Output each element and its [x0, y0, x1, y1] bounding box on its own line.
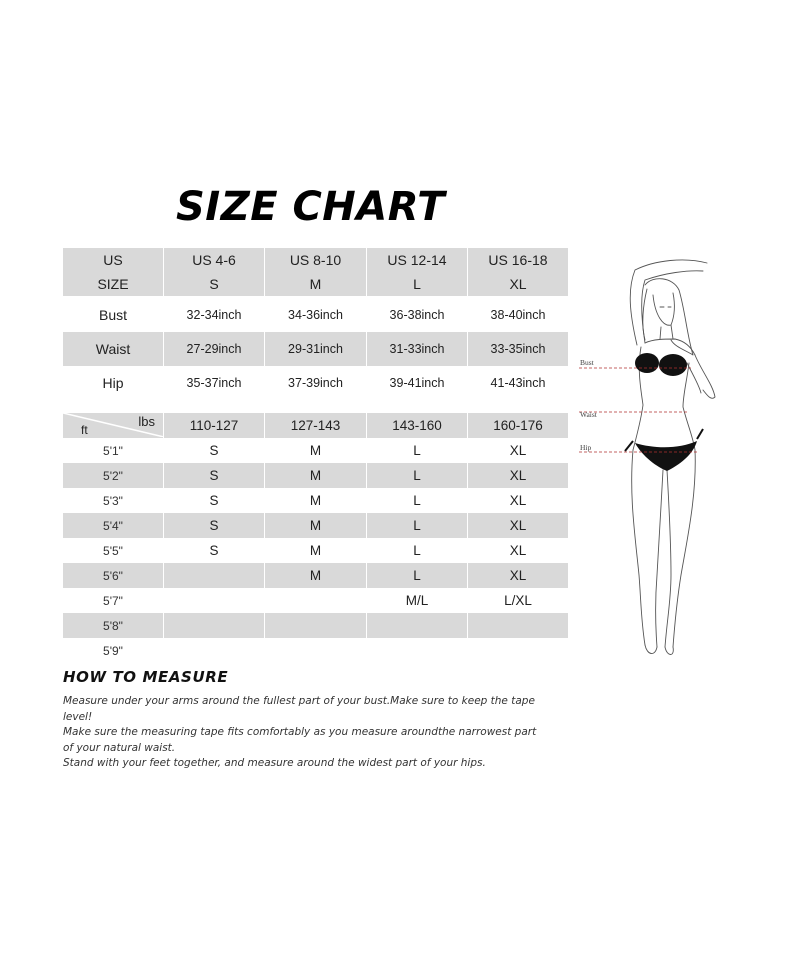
- size-cell: S: [164, 488, 265, 513]
- weight-header: 127-143: [265, 413, 367, 438]
- corner-cell: [63, 413, 164, 438]
- measurement-value: 32-34inch: [164, 298, 265, 332]
- size-cell: [164, 638, 265, 663]
- header-cell: M: [265, 272, 367, 296]
- header-cell: SIZE: [63, 272, 164, 296]
- size-cell: XL: [468, 538, 569, 563]
- height-label: 5'1": [63, 438, 164, 463]
- size-cell: S: [164, 538, 265, 563]
- chart-title: SIZE CHART: [176, 184, 446, 230]
- measurement-value: 29-31inch: [265, 332, 367, 366]
- size-cell: M/L: [367, 588, 468, 613]
- size-cell: [164, 563, 265, 588]
- weight-unit-label: lbs: [138, 414, 155, 429]
- measurement-label: Waist: [63, 332, 164, 366]
- size-cell: [265, 588, 367, 613]
- instruction-line: Measure under your arms around the fullest part of your bust.Make sure to keep the tape level!: [63, 695, 535, 723]
- how-to-measure-text: [63, 694, 543, 772]
- measurement-value: 34-36inch: [265, 298, 367, 332]
- size-cell: L: [367, 563, 468, 588]
- measurement-table: [63, 298, 569, 400]
- height-label: 5'7": [63, 588, 164, 613]
- size-cell: [164, 613, 265, 638]
- size-cell: [468, 638, 569, 663]
- instruction-line: Make sure the measuring tape fits comfortably as you measure aroundthe narrowest part of your natural waist.: [63, 726, 537, 754]
- weight-header: 110-127: [164, 413, 265, 438]
- size-cell: L: [367, 438, 468, 463]
- header-cell: US 8-10: [265, 248, 367, 272]
- model-figure-illustration: [575, 255, 745, 665]
- header-cell: US: [63, 248, 164, 272]
- size-cell: M: [265, 488, 367, 513]
- size-cell: XL: [468, 513, 569, 538]
- size-cell: [468, 613, 569, 638]
- size-cell: L: [367, 488, 468, 513]
- size-cell: [265, 613, 367, 638]
- size-cell: XL: [468, 438, 569, 463]
- how-to-measure-heading: HOW TO MEASURE: [63, 668, 229, 686]
- height-label: 5'6": [63, 563, 164, 588]
- size-cell: XL: [468, 488, 569, 513]
- measurement-value: 41-43inch: [468, 366, 569, 400]
- size-cell: [367, 638, 468, 663]
- size-cell: L: [367, 513, 468, 538]
- measurement-value: 38-40inch: [468, 298, 569, 332]
- size-cell: L/XL: [468, 588, 569, 613]
- measurement-value: 27-29inch: [164, 332, 265, 366]
- size-cell: S: [164, 513, 265, 538]
- size-cell: [164, 588, 265, 613]
- header-cell: S: [164, 272, 265, 296]
- instruction-line: Stand with your feet together, and measure around the widest part of your hips.: [63, 757, 486, 770]
- size-cell: [265, 638, 367, 663]
- waist-label: Waist: [580, 410, 597, 419]
- header-cell: L: [367, 272, 468, 296]
- height-label: 5'9": [63, 638, 164, 663]
- height-weight-table: [63, 413, 569, 663]
- measurement-label: Hip: [63, 366, 164, 400]
- size-cell: L: [367, 538, 468, 563]
- header-cell: US 12-14: [367, 248, 468, 272]
- measurement-label: Bust: [63, 298, 164, 332]
- header-cell: XL: [468, 272, 569, 296]
- weight-header: 160-176: [468, 413, 569, 438]
- size-cell: XL: [468, 563, 569, 588]
- height-label: 5'5": [63, 538, 164, 563]
- size-cell: M: [265, 563, 367, 588]
- size-cell: S: [164, 438, 265, 463]
- size-cell: XL: [468, 463, 569, 488]
- height-unit-label: ft: [81, 423, 88, 437]
- measurement-value: 35-37inch: [164, 366, 265, 400]
- height-label: 5'8": [63, 613, 164, 638]
- size-cell: M: [265, 513, 367, 538]
- weight-header: 143-160: [367, 413, 468, 438]
- size-header-table: [63, 248, 569, 296]
- measurement-value: 36-38inch: [367, 298, 468, 332]
- measurement-value: 37-39inch: [265, 366, 367, 400]
- measurement-value: 31-33inch: [367, 332, 468, 366]
- size-cell: M: [265, 463, 367, 488]
- measurement-value: 39-41inch: [367, 366, 468, 400]
- header-cell: US 4-6: [164, 248, 265, 272]
- size-cell: [367, 613, 468, 638]
- bust-label: Bust: [580, 358, 594, 367]
- header-cell: US 16-18: [468, 248, 569, 272]
- measurement-value: 33-35inch: [468, 332, 569, 366]
- size-cell: M: [265, 538, 367, 563]
- size-cell: L: [367, 463, 468, 488]
- size-cell: M: [265, 438, 367, 463]
- height-label: 5'4": [63, 513, 164, 538]
- size-cell: S: [164, 463, 265, 488]
- height-label: 5'3": [63, 488, 164, 513]
- height-label: 5'2": [63, 463, 164, 488]
- hip-label: Hip: [580, 443, 592, 452]
